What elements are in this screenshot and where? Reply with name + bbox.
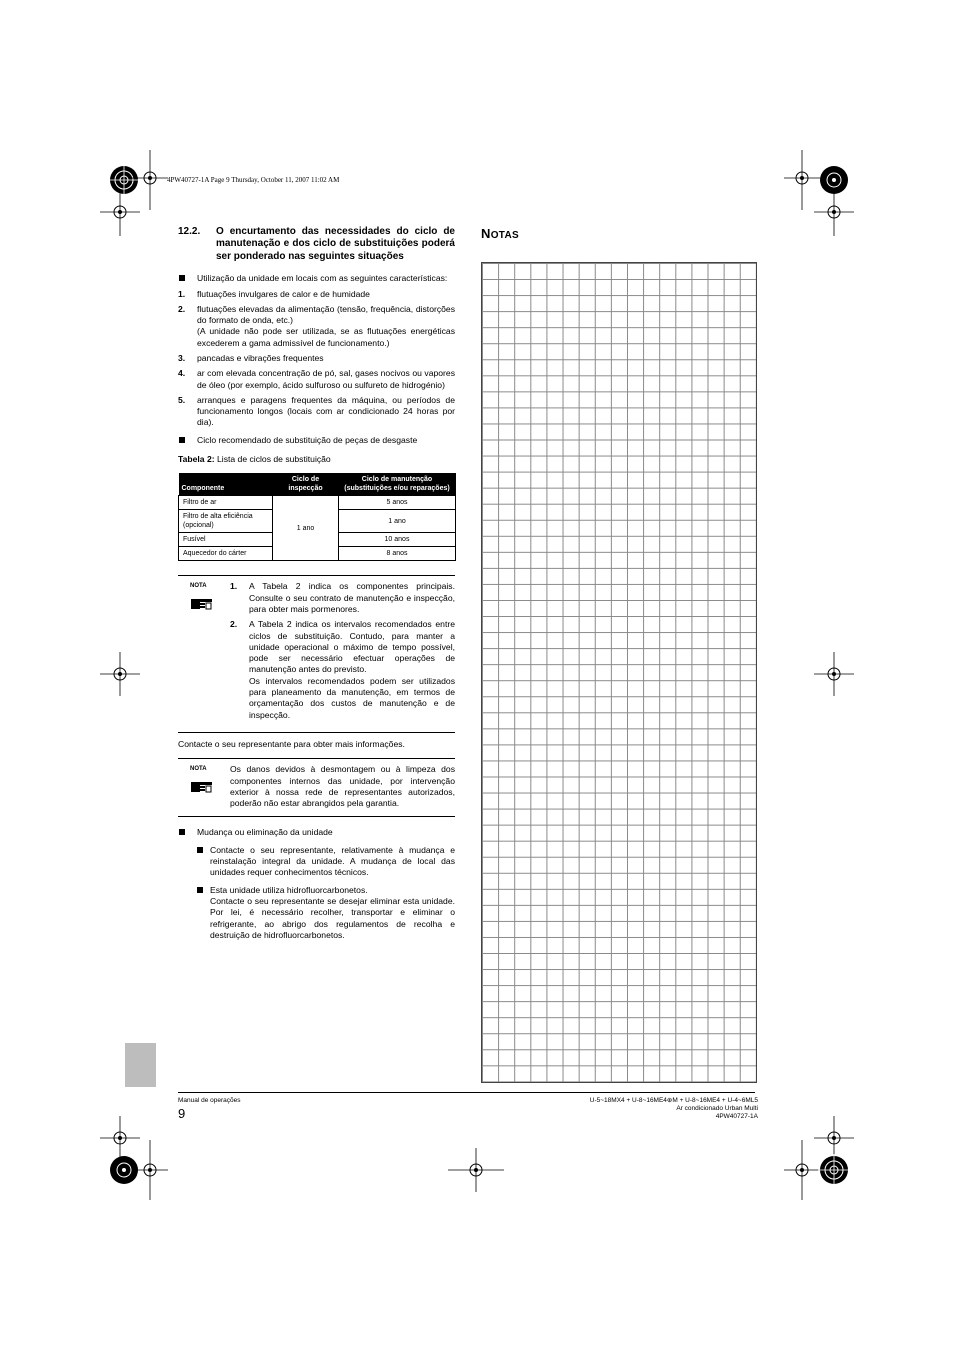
square-bullet-icon [179, 275, 185, 281]
note-text: Os danos devidos à desmontagem ou à limpeza dos componentes internos das unidade, por intervenção exterior à nossa rede de representantes autorizados, poderão não estar abrangidos pela garantia. [230, 764, 455, 809]
table-header-row [179, 473, 456, 496]
cell-component: Filtro de alta eficiência (opcional) [179, 510, 273, 533]
note-text: A Tabela 2 indica os componentes principais. Consulte o seu contrato de manutenção e inspecção, para obter mais pormenores. [249, 581, 455, 614]
condition-content [197, 395, 455, 429]
condition-text: pancadas e vibrações frequentes [197, 353, 324, 363]
section-number: 12.2. [178, 226, 201, 237]
bullet-relocation [178, 827, 455, 838]
pointing-hand-icon [190, 780, 220, 794]
square-bullet-icon [197, 847, 203, 853]
bullet-cycle [178, 435, 455, 446]
cell-maintenance: 8 anos [339, 547, 456, 561]
note-block-2 [178, 758, 455, 817]
cell-maintenance: 10 anos [339, 533, 456, 547]
note-label: NOTA [190, 583, 207, 590]
condition-number: 5. [178, 394, 186, 405]
note-label: NOTA [190, 766, 207, 773]
note-number: 2. [230, 619, 238, 630]
condition-content [197, 368, 455, 391]
square-bullet-icon [179, 437, 185, 443]
condition-text: arranques e paragens frequentes da máquina, ou períodos de funcionamento longos (locais com ar condicionado 24 horas por dia). [197, 394, 455, 428]
crosshair-mark-left-middle-icon [100, 652, 140, 696]
cell-inspection: 1 ano [273, 496, 339, 561]
condition-text: ar com elevada concentração de pó, sal, gases nocivos ou vapores de óleo (por exemplo, ácido sulfuroso ou sulfureto de hidrogénio) [197, 368, 455, 390]
condition-item [178, 353, 455, 364]
crosshair-mark-right-upper-icon [814, 192, 854, 236]
table-row [179, 496, 456, 510]
footer-manual-title: Manual de operações [178, 1097, 241, 1104]
cell-component: Fusível [179, 533, 273, 547]
section-title: O encurtamento das necessidades do ciclo de manutenação e dos ciclo de substituições poderá ser ponderado nas seguintes situações [216, 226, 455, 262]
condition-number: 1. [178, 288, 186, 299]
sub-bullet-relocation [197, 845, 455, 879]
cell-maintenance: 1 ano [339, 510, 456, 533]
header-component: Componente [179, 473, 273, 496]
footer-models: U-5~18MX4 + U-8~16ME4⊕M + U-8~16ME4 + U-4~6ML5 [589, 1097, 758, 1104]
condition-item [178, 395, 455, 429]
contact-text: Contacte o seu representante para obter mais informações. [178, 738, 405, 749]
header-inspection: Ciclo de inspecção [273, 473, 339, 496]
condition-content [197, 304, 455, 349]
table-caption-text: Lista de ciclos de substituição [214, 454, 331, 465]
section-heading [178, 226, 455, 263]
notes-heading [481, 226, 519, 241]
note-text: A Tabela 2 indica os intervalos recomendados entre ciclos de substituição. Contudo, para manter a unidade operacional o máximo de tempo possível, pode ser necessário efectuar operações de manutenção antes do previsto. [249, 619, 455, 675]
note-extra: Os intervalos recomendados podem ser utilizados para planeamento da manutenção, em termos de orçamentação dos custos de manutenção e de inspecção. [249, 675, 455, 720]
notes-heading-rest: OTAS [490, 230, 519, 241]
note-block-1 [178, 575, 455, 733]
pointing-hand-icon [190, 597, 220, 611]
crosshair-mark-bottom-center-icon [448, 1148, 504, 1192]
condition-item [178, 368, 455, 391]
footer-model-info [500, 1097, 758, 1121]
table-caption-label: Tabela 2: [178, 454, 215, 465]
print-header: 4PW40727-1A Page 9 Thursday, October 11, 2007 11:02 AM [167, 176, 340, 184]
notes-heading-initial: N [481, 226, 491, 241]
maintenance-section [178, 226, 455, 941]
square-bullet-icon [179, 829, 185, 835]
condition-text: flutuações elevadas da alimentação (tensão, frequência, distorções do formato de onda, etc.) [197, 303, 455, 326]
registration-mark-bottom-right-icon [814, 1150, 854, 1190]
sub-bullet-disposal [197, 885, 455, 941]
sub-bullet-text: Contacte o seu representante, relativamente à mudança e reinstalação integral da unidade. A mudança de local das unidades requer conhecimentos técnicos. [210, 844, 455, 878]
bullet-text: Mudança ou eliminação da unidade [197, 827, 333, 838]
footer-product: Ar condicionado Urban Multi [676, 1105, 758, 1112]
condition-text: flutuações invulgares de calor e de humidade [197, 288, 370, 299]
square-bullet-icon [197, 887, 203, 893]
note-item [230, 581, 455, 615]
condition-content [197, 289, 455, 300]
note-content [249, 581, 455, 615]
cell-component: Aquecedor do cárter [179, 547, 273, 561]
chapter-tab [125, 1043, 156, 1087]
header-maintenance: Ciclo de manutenção (substituições e/ou reparações) [339, 473, 456, 496]
conditions-list [178, 289, 455, 429]
condition-item [178, 289, 455, 300]
footer-doc-code: 4PW40727-1A [715, 1113, 758, 1120]
condition-number: 2. [178, 303, 186, 314]
bullet-text: Ciclo recomendado de substituição de peças de desgaste [197, 434, 418, 445]
bullet-text: Utilização da unidade em locais com as seguintes características: [197, 273, 448, 284]
note-side [178, 764, 230, 809]
table-caption [178, 454, 455, 465]
bullet-conditions [178, 273, 455, 284]
note-body [230, 581, 455, 725]
crosshair-mark-right-middle-icon [814, 652, 854, 696]
notes-grid [481, 262, 757, 1083]
condition-extra: (A unidade não pode ser utilizada, se as flutuações energéticas excederem a gama admissível de funcionamento.) [197, 326, 455, 348]
note-number: 1. [230, 581, 238, 592]
note-item [230, 619, 455, 721]
condition-item [178, 304, 455, 349]
sub-bullet-text: Esta unidade utiliza hidrofluorcarbonetos. [210, 884, 368, 895]
sub-bullet-extra: Contacte o seu representante se desejar eliminar esta unidade. Por lei, é necessário recolher, transportar e eliminar o refrigerante, ao abrigo dos regulamentos de recolha e destruição de hidrofluorcarbonetos. [210, 895, 455, 940]
sub-bullet-content [210, 885, 455, 941]
condition-number: 4. [178, 368, 186, 379]
page-number: 9 [178, 1106, 186, 1121]
cell-component: Filtro de ar [179, 496, 273, 510]
note-side [178, 581, 230, 725]
replacement-cycle-table [178, 473, 456, 561]
condition-number: 3. [178, 353, 186, 363]
crosshair-mark-left-upper-icon [100, 192, 140, 236]
condition-content [197, 353, 455, 364]
note-content [249, 619, 455, 721]
crosshair-mark-bottom-left-icon [130, 1140, 170, 1200]
footer-divider [178, 1092, 755, 1093]
cell-maintenance: 5 anos [339, 496, 456, 510]
